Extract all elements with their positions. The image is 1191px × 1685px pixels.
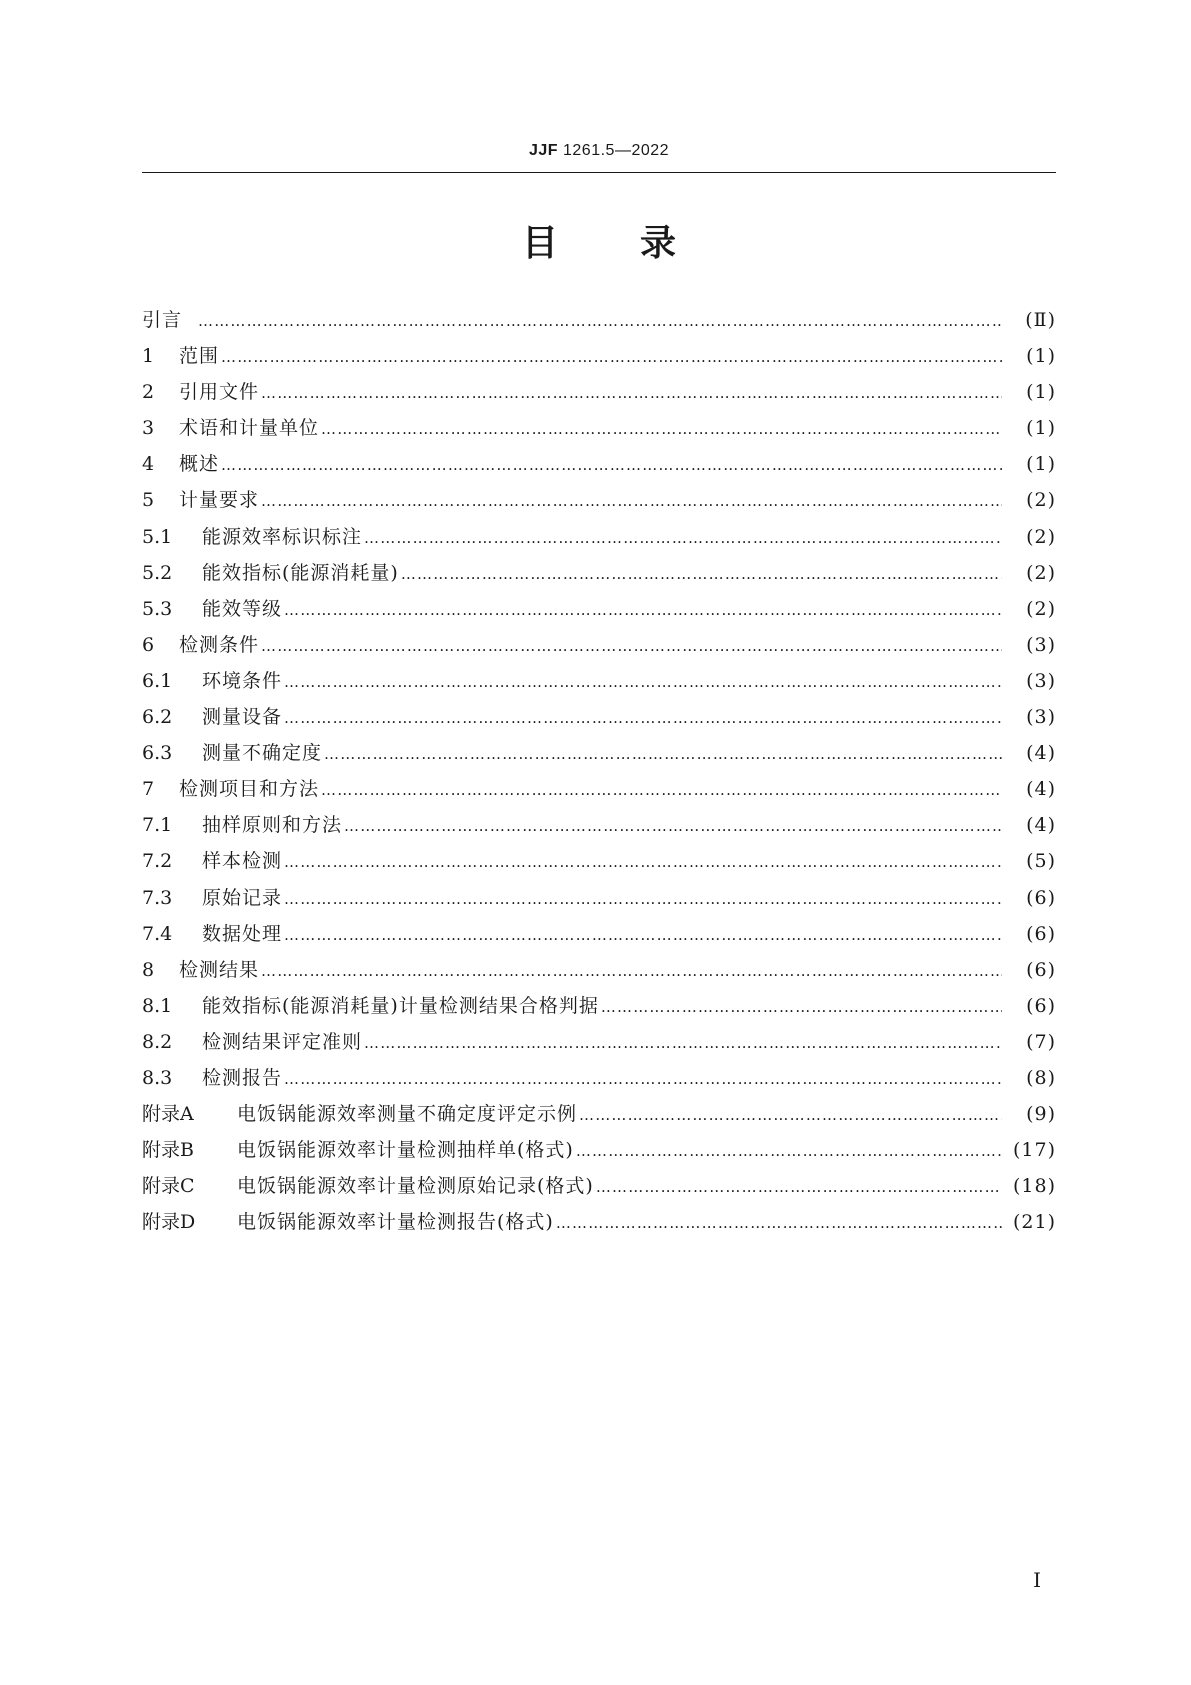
toc-entry-title: 抽样原则和方法 [202,814,343,837]
toc-entry-title: 环境条件 [202,669,283,692]
toc-entry-page: (1) [1026,417,1056,440]
toc-entry-page: (3) [1026,706,1056,729]
toc-dot-leader [198,303,1002,339]
toc-entry-title: 引言 [142,309,183,331]
toc-entry[interactable] [142,1096,1056,1132]
toc-entry-page: (6) [1026,886,1056,909]
page-title: 目录 [521,223,758,264]
toc-entry-number: 6 [142,633,155,656]
toc-entry-number: 7 [142,778,155,801]
toc-entry-title: 检测条件 [179,633,260,656]
toc-entry-page: (17) [1012,1139,1056,1162]
toc-entry[interactable] [142,338,1056,374]
toc-entry-title: 能效等级 [202,597,283,620]
toc-entry-title: 检测结果评定准则 [202,1030,363,1053]
toc-dot-leader [284,881,1002,917]
toc-entry-number: 7.3 [142,886,173,909]
toc-dot-leader [284,917,1002,953]
toc-dot-leader [556,1205,1002,1241]
toc-entry[interactable] [142,446,1056,482]
header-rule [142,172,1056,173]
toc-entry-number: 附录B [142,1139,194,1162]
toc-entry[interactable] [142,988,1056,1024]
toc-entry-page: (6) [1026,922,1056,945]
toc-entry[interactable] [142,699,1056,735]
toc-entry-title: 样本检测 [202,850,283,873]
toc-entry-title: 测量不确定度 [202,742,323,765]
toc-entry-page: (18) [1012,1175,1056,1198]
toc-entry[interactable] [142,663,1056,699]
toc-entry-page: (5) [1026,850,1056,873]
toc-entry-page: (6) [1026,994,1056,1017]
toc-entry[interactable] [142,410,1056,446]
toc-entry[interactable] [142,1060,1056,1096]
toc-entry-title: 概述 [179,453,220,476]
toc-entry-title: 电饭锅能源效率计量检测报告(格式) [237,1211,554,1234]
toc-entry[interactable] [142,555,1056,591]
toc-entry-title: 电饭锅能源效率计量检测原始记录(格式) [237,1175,594,1198]
toc-entry-number: 4 [142,453,155,476]
toc-entry-page: (4) [1026,742,1056,765]
toc-entry-number: 2 [142,381,155,404]
toc-entry-title: 检测结果 [179,958,260,981]
table-of-contents [142,302,1056,1240]
toc-entry[interactable] [142,1132,1056,1168]
toc-dot-leader [401,556,1002,592]
toc-entry[interactable] [142,843,1056,879]
toc-entry-page: (1) [1026,381,1056,404]
toc-entry[interactable] [142,519,1056,555]
toc-entry[interactable] [142,482,1056,518]
toc-entry-page: (1) [1026,453,1056,476]
toc-entry[interactable] [142,880,1056,916]
toc-dot-leader [601,989,1002,1025]
page-number: Ⅰ [1033,1568,1041,1592]
toc-entry-title: 计量要求 [179,489,260,512]
header-code-prefix: JJF [528,142,559,159]
toc-entry[interactable] [142,735,1056,771]
toc-entry-title: 检测报告 [202,1066,283,1089]
toc-entry[interactable] [142,807,1056,843]
toc-dot-leader [596,1169,1002,1205]
toc-entry[interactable] [142,591,1056,627]
toc-dot-leader [261,953,1002,989]
toc-entry[interactable] [142,1168,1056,1204]
toc-dot-leader [261,628,1002,664]
toc-entry-number: 8 [142,958,155,981]
toc-entry[interactable] [142,1204,1056,1240]
toc-entry-number: 6.3 [142,742,173,765]
toc-entry-number: 附录D [142,1211,196,1234]
toc-entry-number: 1 [142,345,155,368]
toc-entry-title: 术语和计量单位 [179,417,320,440]
toc-entry-number: 6.1 [142,669,173,692]
toc-entry-title: 能效指标(能源消耗量)计量检测结果合格判据 [202,994,599,1017]
toc-entry[interactable] [142,302,1056,338]
running-header [142,142,1056,160]
toc-dot-leader [364,520,1002,556]
toc-entry-title: 范围 [179,345,220,368]
toc-entry[interactable] [142,771,1056,807]
toc-entry-number: 6.2 [142,706,173,729]
toc-entry-title: 能效指标(能源消耗量) [202,561,399,584]
toc-dot-leader [221,339,1002,375]
toc-dot-leader [284,844,1002,880]
toc-entry-title: 原始记录 [202,886,283,909]
toc-entry-title: 测量设备 [202,706,283,729]
toc-entry-number: 附录C [142,1175,195,1198]
toc-entry[interactable] [142,374,1056,410]
toc-entry-number: 5 [142,489,155,512]
toc-entry-page: (4) [1026,778,1056,801]
toc-entry-number: 8.1 [142,994,173,1017]
toc-entry[interactable] [142,952,1056,988]
toc-entry[interactable] [142,1024,1056,1060]
toc-entry[interactable] [142,916,1056,952]
toc-entry-page: (3) [1026,669,1056,692]
toc-entry-title: 数据处理 [202,922,283,945]
toc-dot-leader [324,736,1002,772]
toc-entry-number: 5.1 [142,525,173,548]
toc-entry-number: 7.1 [142,814,173,837]
toc-dot-leader [261,375,1002,411]
toc-dot-leader [576,1133,1002,1169]
toc-entry-page: (2) [1026,489,1056,512]
toc-dot-leader [321,411,1002,447]
toc-entry-page: (2) [1026,525,1056,548]
toc-entry-title: 电饭锅能源效率测量不确定度评定示例 [237,1103,578,1126]
toc-entry-page: (4) [1026,814,1056,837]
toc-dot-leader [284,592,1002,628]
toc-entry-page: (2) [1026,561,1056,584]
toc-entry-page: (8) [1026,1066,1056,1089]
toc-dot-leader [284,1061,1002,1097]
header-code-number: 1261.5—2022 [563,142,670,159]
toc-entry-number: 附录A [142,1103,194,1126]
toc-entry-number: 8.2 [142,1030,173,1053]
toc-entry-page: (7) [1026,1030,1056,1053]
toc-entry-page: (3) [1026,633,1056,656]
toc-entry[interactable] [142,627,1056,663]
toc-dot-leader [364,1025,1002,1061]
toc-entry-title: 引用文件 [179,381,260,404]
toc-dot-leader [321,772,1002,808]
toc-entry-number: 7.2 [142,850,173,873]
toc-entry-page: (1) [1026,345,1056,368]
toc-entry-page: (21) [1012,1211,1056,1234]
toc-entry-page: (Ⅱ) [1025,309,1056,331]
toc-entry-page: (9) [1026,1103,1056,1126]
toc-dot-leader [284,664,1002,700]
toc-entry-page: (2) [1026,597,1056,620]
toc-entry-number: 3 [142,417,155,440]
toc-dot-leader [579,1097,1002,1133]
toc-dot-leader [221,447,1002,483]
toc-entry-number: 7.4 [142,922,173,945]
toc-dot-leader [284,700,1002,736]
toc-dot-leader [261,483,1002,519]
toc-entry-title: 检测项目和方法 [179,778,320,801]
toc-entry-page: (6) [1026,958,1056,981]
toc-entry-title: 电饭锅能源效率计量检测抽样单(格式) [237,1139,574,1162]
toc-entry-number: 8.3 [142,1066,173,1089]
toc-dot-leader [344,808,1002,844]
toc-entry-title: 能源效率标识标注 [202,525,363,548]
toc-entry-number: 5.2 [142,561,173,584]
toc-entry-number: 5.3 [142,597,173,620]
